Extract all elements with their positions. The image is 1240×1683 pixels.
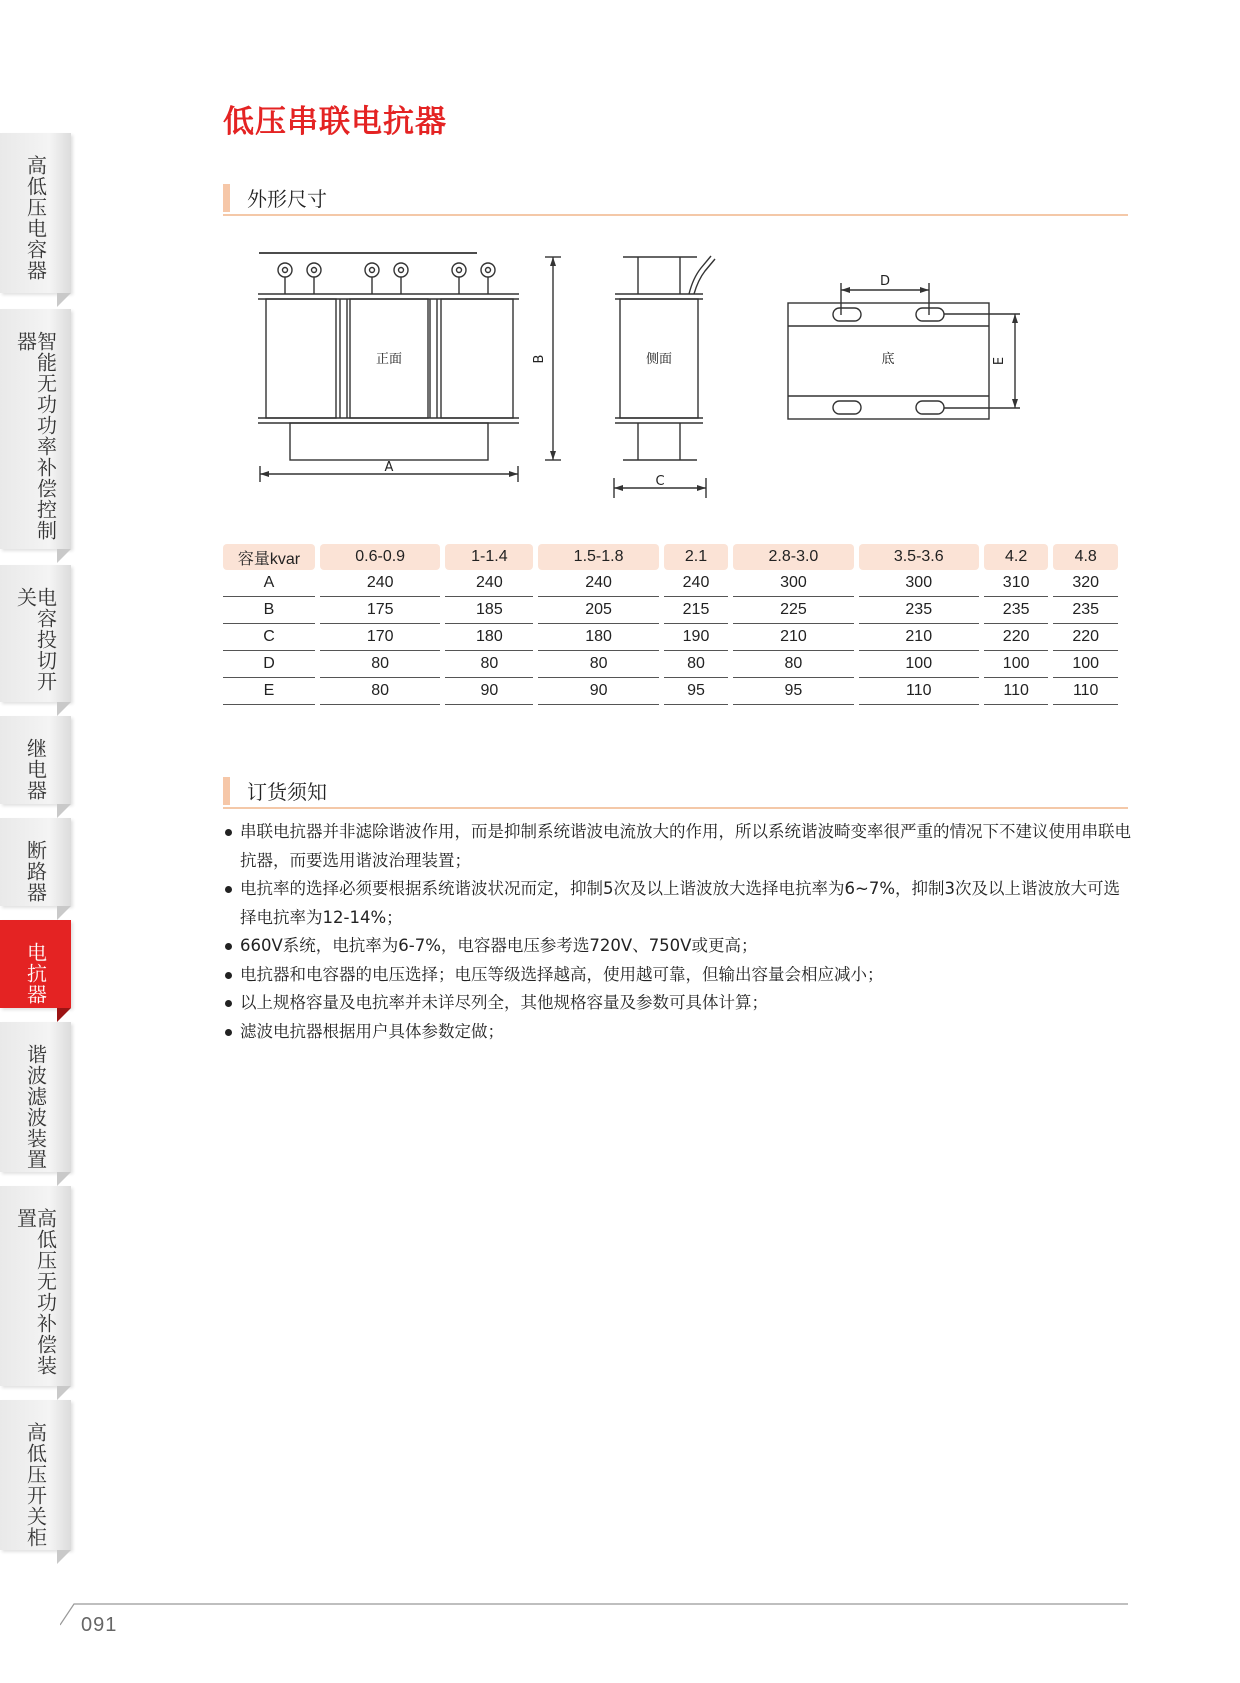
table-header-cell: 4.8 xyxy=(1053,544,1118,570)
table-cell: 80 xyxy=(445,651,533,678)
table-cell: 240 xyxy=(538,570,658,597)
table-cell: 80 xyxy=(320,651,440,678)
table-header-cell: 容量kvar xyxy=(223,544,315,570)
table-cell: 100 xyxy=(1053,651,1118,678)
dim-b-label: B xyxy=(532,354,547,364)
dimension-diagram xyxy=(223,238,1033,503)
table-cell: C xyxy=(223,624,315,651)
table-cell: 300 xyxy=(859,570,979,597)
page-number: 091 xyxy=(81,1614,118,1636)
bottom-view xyxy=(788,283,1020,419)
sidebar-tab-switch[interactable]: 电容投切开关 xyxy=(0,565,71,702)
table-row xyxy=(223,678,1118,705)
list-item: 以上规格容量及电抗率并未详尽列全，其他规格容量及参数可具体计算； xyxy=(223,989,1135,1018)
dim-c-label: C xyxy=(655,474,665,489)
section-title: 外形尺寸 xyxy=(247,187,327,211)
table-cell: 180 xyxy=(538,624,658,651)
table-header-cell: 1.5-1.8 xyxy=(538,544,658,570)
footer-divider xyxy=(60,1603,1128,1627)
list-item: 滤波电抗器根据用户具体参数定做； xyxy=(223,1018,1135,1047)
table-cell: 220 xyxy=(1053,624,1118,651)
table-cell: 225 xyxy=(733,597,853,624)
table-cell: E xyxy=(223,678,315,705)
table-cell: 80 xyxy=(320,678,440,705)
list-item: 电抗率的选择必须要根据系统谐波状况而定，抑制5次及以上谐波放大选择电抗率为6~7%，抑制3次及以上谐波放大可选择电抗率为12-14%； xyxy=(223,875,1135,932)
sidebar-tab-capacitor[interactable]: 高低压电容器 xyxy=(0,133,71,293)
table-header-row xyxy=(223,544,1118,570)
table-cell: 80 xyxy=(664,651,729,678)
table-cell: 240 xyxy=(664,570,729,597)
table-header-cell: 3.5-3.6 xyxy=(859,544,979,570)
table-cell: 215 xyxy=(664,597,729,624)
table-header-cell: 2.1 xyxy=(664,544,729,570)
table-header-cell: 1-1.4 xyxy=(445,544,533,570)
section-header-dimensions xyxy=(223,182,1128,216)
table-cell: 300 xyxy=(733,570,853,597)
list-item: 串联电抗器并非滤除谐波作用，而是抑制系统谐波电流放大的作用，所以系统谐波畸变率很严重的情况下不建议使用串联电抗器，而要选用谐波治理装置； xyxy=(223,818,1135,875)
table-cell: B xyxy=(223,597,315,624)
side-label: 侧面 xyxy=(645,352,673,367)
sidebar-tab-relay[interactable]: 继电器 xyxy=(0,716,71,804)
list-item: 电抗器和电容器的电压选择；电压等级选择越高，使用越可靠，但输出容量会相应减小； xyxy=(223,961,1135,990)
table-cell: 110 xyxy=(1053,678,1118,705)
bottom-label: 底 xyxy=(881,352,895,367)
dim-d-label: D xyxy=(879,274,891,289)
table-cell: 170 xyxy=(320,624,440,651)
sidebar-tab-harmonic-filter[interactable]: 谐波滤波装置 xyxy=(0,1022,71,1172)
table-header-cell: 4.2 xyxy=(984,544,1049,570)
section-header-ordering xyxy=(223,775,1128,809)
section-marker xyxy=(223,184,230,212)
table-cell: A xyxy=(223,570,315,597)
table-cell: 90 xyxy=(445,678,533,705)
sidebar-tab-breaker[interactable]: 断路器 xyxy=(0,818,71,906)
table-cell: 320 xyxy=(1053,570,1118,597)
table-cell: 100 xyxy=(859,651,979,678)
table-cell: 175 xyxy=(320,597,440,624)
table-cell: 80 xyxy=(733,651,853,678)
table-row xyxy=(223,597,1118,624)
section-marker xyxy=(223,777,230,805)
table-cell: 110 xyxy=(859,678,979,705)
table-header-cell: 2.8-3.0 xyxy=(733,544,853,570)
front-view xyxy=(258,253,519,482)
table-cell: 235 xyxy=(984,597,1049,624)
table-cell: 180 xyxy=(445,624,533,651)
table-cell: 95 xyxy=(733,678,853,705)
list-item: 660V系统，电抗率为6-7%，电容器电压参考选720V、750V或更高； xyxy=(223,932,1135,961)
table-cell: 110 xyxy=(984,678,1049,705)
dim-a-label: A xyxy=(384,460,394,475)
table-cell: 235 xyxy=(1053,597,1118,624)
table-cell: 240 xyxy=(320,570,440,597)
table-cell: 220 xyxy=(984,624,1049,651)
side-view xyxy=(614,256,715,498)
table-cell: 210 xyxy=(859,624,979,651)
sidebar-tab-reactor[interactable]: 电抗器 xyxy=(0,920,71,1008)
spec-table xyxy=(218,544,1123,705)
ordering-notes-list xyxy=(223,818,1135,1046)
table-row xyxy=(223,570,1118,597)
table-cell: 80 xyxy=(538,651,658,678)
table-cell: 185 xyxy=(445,597,533,624)
dim-e-label: E xyxy=(992,356,1007,366)
table-cell: D xyxy=(223,651,315,678)
table-cell: 210 xyxy=(733,624,853,651)
sidebar-tab-switchgear[interactable]: 高低压开关柜 xyxy=(0,1400,71,1550)
sidebar-tab-controller[interactable]: 智能无功功率补偿控制器 xyxy=(0,309,71,549)
table-cell: 190 xyxy=(664,624,729,651)
table-cell: 90 xyxy=(538,678,658,705)
table-cell: 235 xyxy=(859,597,979,624)
section-title: 订货须知 xyxy=(247,780,327,804)
table-cell: 240 xyxy=(445,570,533,597)
table-row xyxy=(223,624,1118,651)
table-cell: 95 xyxy=(664,678,729,705)
table-cell: 310 xyxy=(984,570,1049,597)
table-row xyxy=(223,651,1118,678)
table-header-cell: 0.6-0.9 xyxy=(320,544,440,570)
table-cell: 205 xyxy=(538,597,658,624)
page-title: 低压串联电抗器 xyxy=(223,104,447,140)
front-label: 正面 xyxy=(375,352,403,367)
sidebar-tab-compensation[interactable]: 高低压无功补偿装置 xyxy=(0,1186,71,1386)
table-cell: 100 xyxy=(984,651,1049,678)
